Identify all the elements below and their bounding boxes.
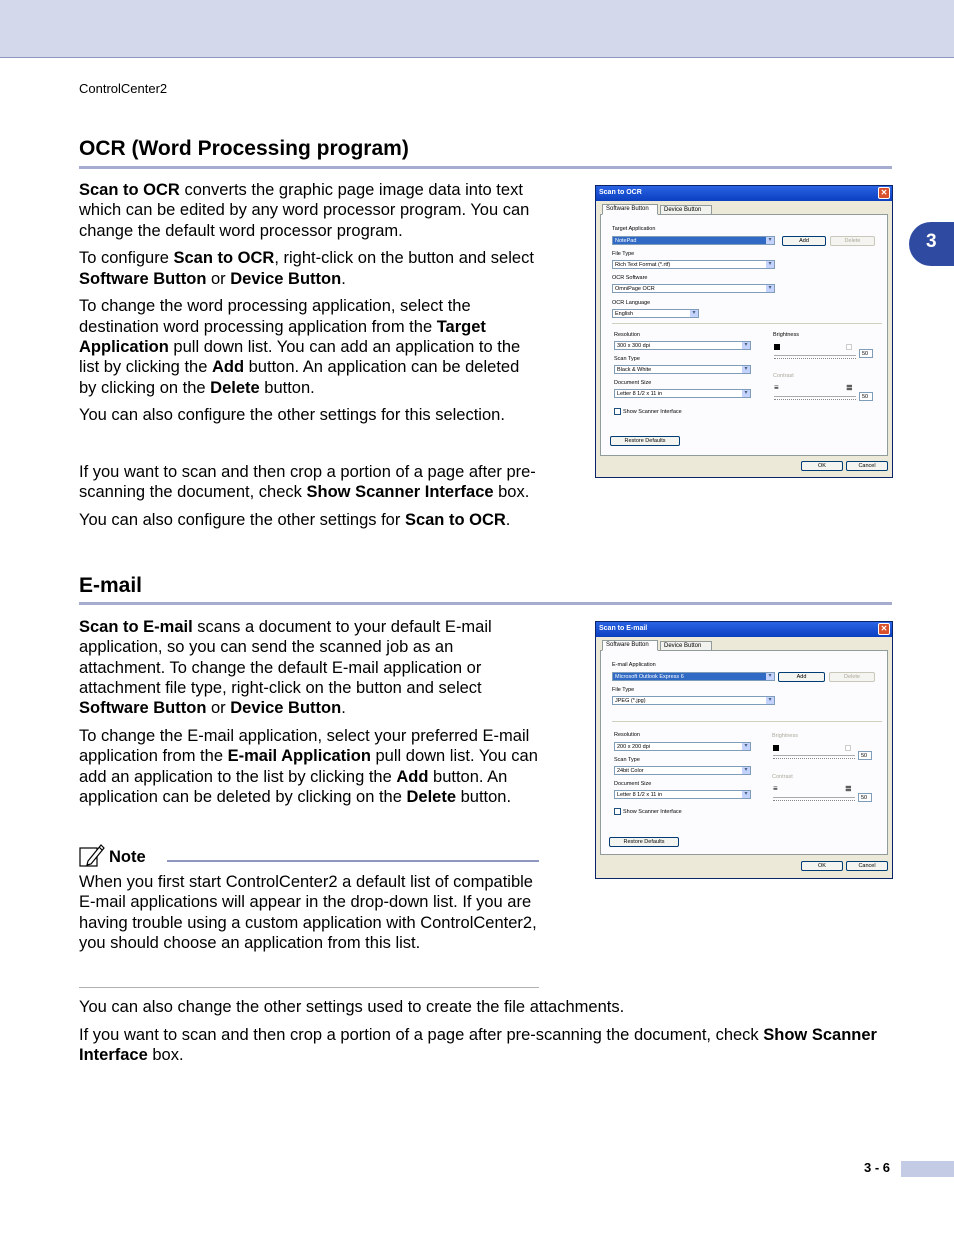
ocr-paragraph-2: To configure Scan to OCR, right-click on the button and select Software Button or Device Button. xyxy=(79,249,534,288)
scan-type-label: Scan Type xyxy=(614,757,640,763)
resolution-label: Resolution xyxy=(614,732,640,738)
dialog-panel xyxy=(600,650,888,855)
document-size-select[interactable]: Letter 8 1/2 x 11 in ▾ xyxy=(614,389,751,398)
email-application-select[interactable]: Microsoft Outlook Express 6 ▾ xyxy=(612,672,775,681)
document-size-label: Document Size xyxy=(614,380,652,386)
tab-device-button[interactable]: Device Button xyxy=(660,205,712,215)
high-contrast-icon: ≣ xyxy=(846,383,853,392)
brightness-ticks xyxy=(773,758,855,761)
ocr-software-label: OCR Software xyxy=(612,275,648,281)
ocr-language-label: OCR Language xyxy=(612,300,651,306)
brightness-label: Brightness xyxy=(772,733,798,739)
ocr-paragraph-3: To change the word processing application, select the destination word processing application from the Target Application pull down list. You can add an application to the list by clicking the Add button. An application can be deleted by clicking on the Delete button. xyxy=(79,297,521,397)
delete-button[interactable]: Delete xyxy=(829,672,875,682)
file-type-label: File Type xyxy=(612,251,635,257)
running-title: ControlCenter2 xyxy=(79,81,168,96)
email-paragraph-4: If you want to scan and then crop a portion of a page after pre-scanning the document, check Show Scanner Interface box. xyxy=(79,1025,877,1065)
file-type-select[interactable]: Rich Text Format (*.rtf) ▾ xyxy=(612,260,775,269)
add-button[interactable]: Add xyxy=(778,672,825,682)
dark-brightness-icon xyxy=(773,745,779,751)
note-header xyxy=(79,843,539,869)
light-brightness-icon xyxy=(845,745,851,751)
show-scanner-label: Show Scanner Interface xyxy=(623,809,682,815)
header-band xyxy=(0,0,954,58)
contrast-slider[interactable] xyxy=(774,396,856,397)
scan-type-select[interactable]: Black & White ▾ xyxy=(614,365,751,374)
brightness-slider[interactable] xyxy=(773,755,855,756)
tab-software-button[interactable]: Software Button xyxy=(602,640,658,651)
brightness-ticks xyxy=(774,358,856,361)
email-application-label: E-mail Application xyxy=(612,662,656,668)
cancel-button[interactable]: Cancel xyxy=(846,861,888,871)
delete-button[interactable]: Delete xyxy=(830,236,875,246)
note-pencil-icon xyxy=(79,843,105,867)
target-application-label: Target Application xyxy=(612,226,656,232)
ocr-language-select[interactable]: English ▾ xyxy=(612,309,699,318)
file-type-select[interactable]: JPEG (*.jpg) ▾ xyxy=(612,696,775,705)
ok-button[interactable]: OK xyxy=(801,461,843,471)
document-size-label: Document Size xyxy=(614,781,652,787)
ocr-text-2 xyxy=(79,462,539,538)
resolution-label: Resolution xyxy=(614,332,640,338)
low-contrast-icon: ≡ xyxy=(773,784,778,793)
document-size-select[interactable]: Letter 8 1/2 x 11 in ▾ xyxy=(614,790,751,799)
target-application-select[interactable]: NotePad ▾ xyxy=(612,236,775,245)
resolution-select[interactable]: 200 x 200 dpi ▾ xyxy=(614,742,751,751)
high-contrast-icon: ≣ xyxy=(845,784,852,793)
divider xyxy=(612,721,882,722)
ocr-paragraph-1: Scan to OCR converts the graphic page image data into text which can be edited by any word processor program. You can change the default word processor program. xyxy=(79,181,530,240)
dialog-title-bar: Scan to E-mail ✕ xyxy=(596,622,892,637)
resolution-select[interactable]: 300 x 300 dpi ▾ xyxy=(614,341,751,350)
contrast-value[interactable]: 50 xyxy=(859,392,873,401)
email-paragraph-3: You can also change the other settings used to create the file attachments. xyxy=(79,998,625,1016)
page-number: 3 - 6 xyxy=(864,1160,891,1175)
dialog-title-bar: Scan to OCR ✕ xyxy=(596,186,892,201)
low-contrast-icon: ≡ xyxy=(774,383,779,392)
contrast-ticks xyxy=(774,399,856,402)
ocr-software-select[interactable]: OmniPage OCR ▾ xyxy=(612,284,775,293)
contrast-label: Contrast xyxy=(772,774,793,780)
close-icon[interactable]: ✕ xyxy=(878,187,890,199)
brightness-value[interactable]: 50 xyxy=(859,349,873,358)
file-type-label: File Type xyxy=(612,687,635,693)
show-scanner-label: Show Scanner Interface xyxy=(623,409,682,415)
brightness-value[interactable]: 50 xyxy=(858,751,872,760)
contrast-value[interactable]: 50 xyxy=(858,793,872,802)
restore-defaults-button[interactable]: Restore Defaults xyxy=(609,837,679,847)
scan-type-select[interactable]: 24bit Color ▾ xyxy=(614,766,751,775)
show-scanner-checkbox[interactable] xyxy=(614,808,621,815)
tab-software-button[interactable]: Software Button xyxy=(602,204,658,215)
restore-defaults-button[interactable]: Restore Defaults xyxy=(610,436,680,446)
cancel-button[interactable]: Cancel xyxy=(846,461,888,471)
email-heading: E-mail xyxy=(79,574,143,597)
contrast-slider[interactable] xyxy=(773,797,855,798)
ocr-paragraph-5: If you want to scan and then crop a portion of a page after pre-scanning the document, check Show Scanner Interface box. xyxy=(79,463,536,502)
ocr-heading: OCR (Word Processing program) xyxy=(79,137,409,160)
divider xyxy=(612,323,882,324)
scan-to-email-dialog xyxy=(595,621,893,879)
brightness-label: Brightness xyxy=(773,332,799,338)
dark-brightness-icon xyxy=(774,344,780,350)
ocr-paragraph-6: You can also configure the other settings for Scan to OCR. xyxy=(79,511,511,530)
email-heading-rule xyxy=(79,602,892,605)
close-icon[interactable]: ✕ xyxy=(878,623,890,635)
email-text-2 xyxy=(79,997,892,1073)
note-text: When you first start ControlCenter2 a default list of compatible E-mail applications will appear in the drop-down list. If you are having trouble using a custom application with ControlCenter2, you should choose an application from this list. xyxy=(79,873,537,952)
ok-button[interactable]: OK xyxy=(801,861,843,871)
light-brightness-icon xyxy=(846,344,852,350)
email-paragraph-1: Scan to E-mail scans a document to your default E-mail application, so you can send the scanned job as an attachment. To change the default E-mail application or attachment file type, right-click on the button and select Software Button or Device Button. xyxy=(79,618,492,718)
brightness-slider[interactable] xyxy=(774,355,856,356)
note-end-rule xyxy=(79,987,539,988)
email-paragraph-2: To change the E-mail application, select your preferred E-mail application from the E-mail Application pull down list. You can add an application to the list by clicking the Add button. An application can be deleted by clicking on the Delete button. xyxy=(79,726,538,806)
email-text xyxy=(79,617,539,815)
add-button[interactable]: Add xyxy=(782,236,826,246)
scan-to-ocr-dialog xyxy=(595,185,893,478)
ocr-text xyxy=(79,180,539,433)
dialog-panel xyxy=(600,214,888,456)
contrast-ticks xyxy=(773,800,855,803)
note-rule xyxy=(167,860,539,862)
scan-type-label: Scan Type xyxy=(614,356,640,362)
note-label: Note xyxy=(109,848,146,866)
tab-device-button[interactable]: Device Button xyxy=(660,641,712,651)
show-scanner-checkbox[interactable] xyxy=(614,408,621,415)
chapter-tab: 3 xyxy=(909,222,954,266)
ocr-heading-rule xyxy=(79,166,892,169)
ocr-paragraph-4: You can also configure the other settings for this selection. xyxy=(79,406,505,425)
contrast-label: Contrast xyxy=(773,373,794,379)
page-number-bar xyxy=(901,1161,954,1177)
